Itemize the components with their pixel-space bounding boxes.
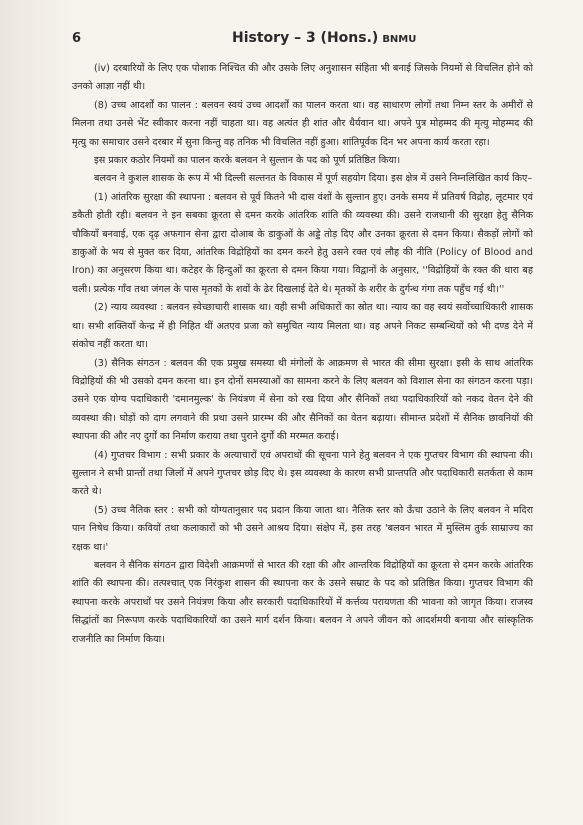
paragraph-5-moral-standard: (5) उच्च नैतिक स्तर : सभी को योग्यतानुसार पद प्रदान किया जाता था। नैतिक स्तर को ऊँचा उठाने के लिए बलवन ने मदिरा पान निषेध किया। कवियों तथा कलाकारों को भी उसने आश्रय दिया। संक्षेप में, इस तरह 'बलवन भारत में मुस्लिम तुर्क साम्राज्य का रक्षक था।' — [72, 504, 533, 553]
paragraph-summary-1: इस प्रकार कठोर नियमों का पालन करके बलवन ने सुल्तान के पद को पूर्ण प्रतिष्ठित किया। — [94, 155, 401, 167]
paragraph-8-ideals: (8) उच्च आदर्शों का पालन : बलवन स्वयं उच्च आदर्शों का पालन करता था। वह साधारण लोगों तथा निम्न स्तर के अमीरों से मिलना तथा उनसे भेंट स्वीकार करना नहीं चाहता था। वह अत्यंत ही शांत और धैर्यवान था। अपने पुत्र मोहम्मद की मृत्यु मोहम्मद की मृत्यु का समाचार उसने दरबार में सुना किन्तु वह तनिक भी विचलित नहीं हुआ। शांतिपूर्वक दिन भर अपना कार्य करता रहा। — [72, 99, 533, 148]
paragraph-1-internal-security: (1) आंतरिक सुरक्षा की स्थापना : बलवन से पूर्व कितने भी दास वंशों के सुल्तान हुए। उनके समय में प्रतिवर्ष विद्रोह, लूटमार एवं डकैती होती रही। बलवन ने इन सबका क्रूरता से दमन करके आंतरिक शांति की व्यवस्था की। उसने राजधानी की सुरक्षा हेतु सैनिक चौकियाँ बनवाई, एक दृढ़ अफगान सेना द्वारा दोआब के डाकुओं के अड्डे तोड़ दिए और उनका क्रूरता से दमन किया। सैकड़ों लोगों को डाकुओं के भय से मुक्त कर दिया, आंतरिक विद्रोहियों का दमन करने हेतु उसने रक्त एवं लौह की नीति (Policy of Blood and Iron) का अनुसरण किया था। कटेहर के हिन्दुओं का क्रूरता से दमन किया गया। विद्वानों के अनुसार, ''विद्रोहियों के रक्त की धारा बह चली। प्रत्येक गाँव तथा जंगल के पास मृतकों के शवों के ढेर दिखलाई देते थे। मृतकों के शरीर के दुर्गन्ध गंगा तक पहुँच गई थी।'' — [72, 191, 533, 295]
running-title-text: History – 3 (Hons.) — [232, 30, 379, 46]
running-title — [232, 30, 416, 46]
body-text — [72, 60, 533, 649]
paragraph-intro-works: बलवन ने कुशल शासक के रूप में भी दिल्ली सल्तनत के विकास में पूर्ण सहयोग दिया। इस क्षेत्र में उसने निम्नलिखित कार्य किए– — [94, 173, 533, 185]
page-header — [72, 30, 533, 60]
page-number: 6 — [72, 31, 82, 46]
running-title-suffix: BNMU — [382, 34, 417, 45]
paragraph-iv: (iv) दरबारियों के लिए एक पोशाक निश्चित की और उसके लिए अनुशासन संहिता भी बनाई जिसके नियमों से विचलित होने को उनको आज्ञा नहीं थी। — [72, 63, 533, 93]
paragraph-3-military: (3) सैनिक संगठन : बलवन की एक प्रमुख समस्या थी मंगोलों के आक्रमण से भारत की सीमा सुरक्षा। इसी के साथ आंतरिक विद्रोहियों की भी उसको दमन करना था। इन दोनों समस्याओं का सामना करने के लिए बलवन को विशाल सेना का संगठन करना पड़ा। उसने एक योग्य पदाधिकारी 'दमानमुल्क' के नियंत्रण में सेना को रख दिया और सैनिकों तथा पदाधिकारियों को नकद वेतन देने की व्यवस्था की। घोड़ों को दाग लगवाने की प्रथा उसने प्रारम्भ की और सैनिकों का वेतन बढ़ाया। सीमान्त प्रदेशों में सैनिक छावनियों की स्थापना की और नए दुर्गों का निर्माण कराया तथा पुराने दुर्गों की मरम्मत कराई। — [72, 357, 533, 443]
paragraph-conclusion: बलवन ने सैनिक संगठन द्वारा विदेशी आक्रमणों से भारत की रक्षा की और आन्तरिक विद्रोहियों का क्रूरता से दमन करके आंतरिक शांति की स्थापना की। तत्पश्चात् एक निरंकुश शासन की स्थापना कर के उसने सम्राट के पद को प्रतिष्ठित किया। गुप्तचर विभाग की स्थापना करके अपराधों पर उसने नियंत्रण किया और सरकारी पदाधिकारियों में कर्त्तव्य परायणता की भावना को जागृत किया। राजस्व सिद्धांतों का निरूपण करके पदाधिकारियों का उसने मार्ग दर्शन किया। बलवन ने अपने जीवन को आदर्शमयी बनाया और सांस्कृतिक राजनीति का निर्माण किया। — [72, 559, 533, 645]
paragraph-4-spy-department: (4) गुप्तचर विभाग : सभी प्रकार के अत्याचारों एवं अपराधों की सूचना पाने हेतु बलवन ने एक गुप्तचर विभाग की स्थापना की। सुल्तान ने सभी प्रान्तों तथा जिलों में अपने गुप्तचर छोड़ दिए थे। इस व्यवस्था के कारण सभी प्रान्तपति और पदाधिकारी सतर्कता से काम करते थे। — [72, 449, 533, 498]
paragraph-2-justice: (2) न्याय व्यवस्था : बलवन स्वेच्छाचारी शासक था। वही सभी अधिकारों का स्रोत था। न्याय का वह स्वयं सर्वोच्चाधिकारी शासक था। सभी शक्तियाँ केन्द्र में ही निहित थीं अतएव प्रजा को समुचित न्याय मिलता था। वह अपने निकट सम्बन्धियों को भी दण्ड देने में संकोच नहीं करता था। — [72, 302, 533, 351]
